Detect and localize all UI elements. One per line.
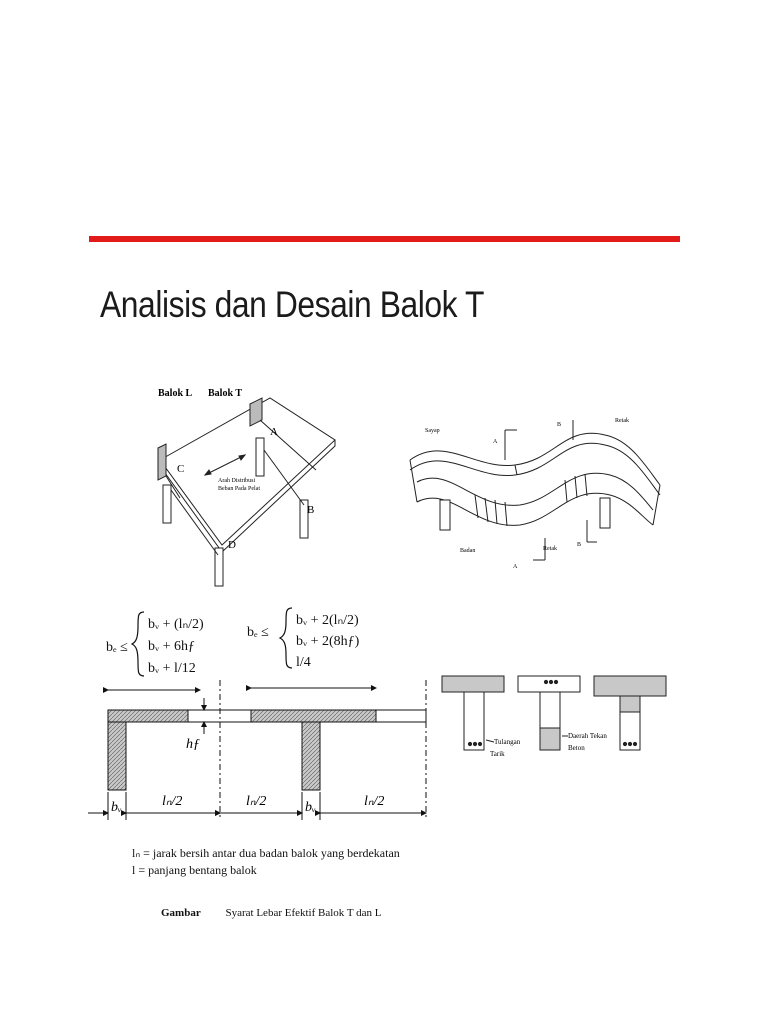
formula-l-line3: bᵥ + l/12 [148, 661, 196, 676]
section-b-bottom: B [577, 542, 582, 548]
label-beton: Beton [568, 744, 585, 752]
label-badan: Badan [460, 548, 476, 554]
formula-t-lhs: bₑ ≤ [247, 625, 269, 640]
caption-lead: Gambar [161, 907, 201, 919]
label-retak-top: Retak [615, 418, 629, 424]
dim-hf: hƒ [186, 737, 200, 752]
formula-t-line3: l/4 [296, 655, 311, 670]
dim-ln2-a: lₙ/2 [162, 794, 183, 809]
t-beam-cross-sections [440, 672, 672, 767]
section-a-bottom: A [513, 564, 518, 570]
legend-line-ln: lₙ = jarak bersih antar dua badan balok yang berdekatan [132, 846, 400, 860]
formula-l-lhs: bₑ ≤ [106, 640, 128, 655]
section-a-top: A [493, 439, 498, 445]
slab-beam-isometric-figure [150, 380, 350, 590]
point-c: C [177, 463, 185, 475]
dim-ln2-c: lₙ/2 [364, 794, 385, 809]
section-b-top: B [557, 422, 562, 428]
header-accent-bar [89, 236, 680, 242]
label-daerah-tekan: Daerah Tekan [568, 732, 607, 740]
caption-text: Syarat Lebar Efektif Balok T dan L [225, 907, 382, 919]
point-a: A [270, 426, 278, 438]
label-balok-l: Balok L [158, 388, 193, 399]
point-d: D [228, 539, 236, 551]
label-sayap: Sayap [425, 428, 440, 434]
label-tulangan: Tulangan [494, 738, 521, 746]
note-line-2: Beban Pada Pelat [218, 486, 260, 492]
dim-bw-right: bᵥ [305, 800, 316, 815]
formula-t-line2: bᵥ + 2(8hƒ) [296, 634, 360, 649]
point-b: B [307, 504, 315, 516]
label-retak-bottom: Retak [543, 546, 557, 552]
formula-t-line1: bᵥ + 2(lₙ/2) [296, 613, 359, 628]
legend-line-l: l = panjang bentang balok [132, 863, 257, 877]
note-line-1: Arah Distribusi [218, 478, 256, 484]
legend [132, 845, 400, 879]
label-balok-t: Balok T [208, 388, 242, 399]
figure-caption [161, 907, 381, 919]
curved-beam-figure [405, 410, 670, 570]
formula-l-line1: bᵥ + (lₙ/2) [148, 617, 204, 632]
formula-l-line2: bᵥ + 6hƒ [148, 639, 196, 654]
label-tarik: Tarik [490, 750, 505, 758]
dim-ln2-b: lₙ/2 [246, 794, 267, 809]
dim-bw-left: bᵥ [111, 800, 122, 815]
page-title: Analisis dan Desain Balok T [100, 284, 485, 325]
beam-section-diagram [88, 670, 438, 830]
